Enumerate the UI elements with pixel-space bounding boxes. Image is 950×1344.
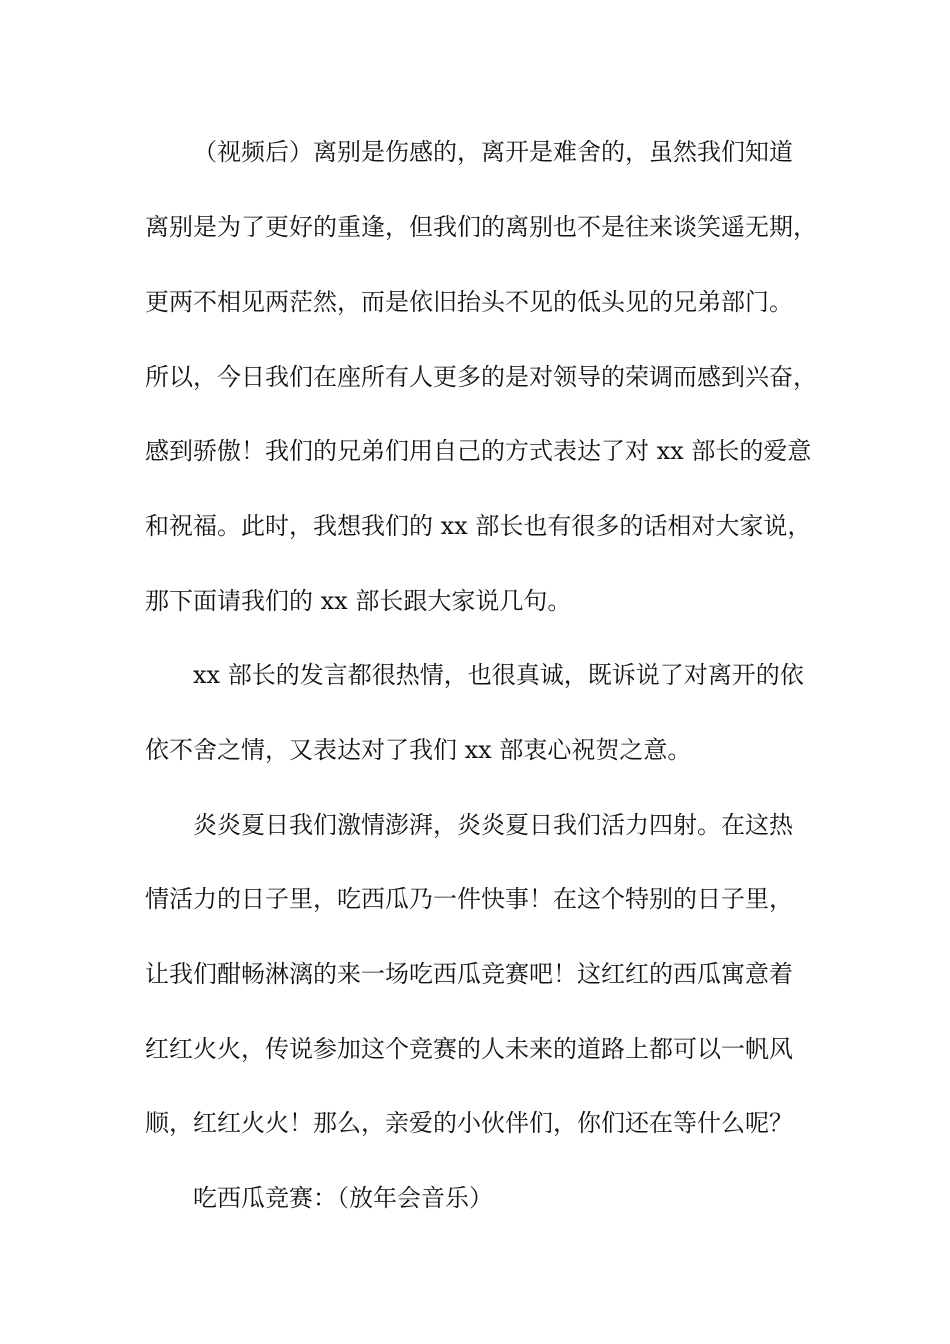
paragraph-1-line-2: 离别是为了更好的重逢，但我们的离别也不是往来谈笑遥无期， (145, 213, 817, 241)
paragraph-3-line-4: 红红火火，传说参加这个竞赛的人未来的道路上都可以一帆风 (145, 1035, 793, 1063)
paragraph-1-line-1: （视频后）离别是伤感的，离开是难舍的，虽然我们知道 (193, 138, 793, 166)
paragraph-4-line-1: 吃西瓜竞赛：（放年会音乐） (193, 1184, 493, 1212)
paragraph-1-line-7: 那下面请我们的 xx 部长跟大家说几句。 (145, 587, 572, 615)
paragraph-2-line-1: xx 部长的发言都很热情，也很真诚，既诉说了对离开的依 (193, 661, 804, 689)
paragraph-1-line-3: 更两不相见两茫然，而是依旧抬头不见的低头见的兄弟部门。 (145, 288, 793, 316)
paragraph-3-line-3: 让我们酣畅淋漓的来一场吃西瓜竞赛吧！这红红的西瓜寓意着 (145, 960, 793, 988)
paragraph-1-line-4: 所以，今日我们在座所有人更多的是对领导的荣调而感到兴奋， (145, 363, 817, 391)
paragraph-3-line-1: 炎炎夏日我们激情澎湃，炎炎夏日我们活力四射。在这热 (193, 811, 793, 839)
paragraph-3-line-5: 顺，红红火火！那么，亲爱的小伙伴们，你们还在等什么呢？ (145, 1109, 793, 1137)
paragraph-2-line-2: 依不舍之情，又表达对了我们 xx 部衷心祝贺之意。 (145, 736, 692, 764)
paragraph-1-line-6: 和祝福。此时，我想我们的 xx 部长也有很多的话相对大家说， (145, 512, 812, 540)
paragraph-1-line-5: 感到骄傲！我们的兄弟们用自己的方式表达了对 xx 部长的爱意 (145, 437, 812, 465)
paragraph-3-line-2: 情活力的日子里，吃西瓜乃一件快事！在这个特别的日子里， (145, 885, 793, 913)
